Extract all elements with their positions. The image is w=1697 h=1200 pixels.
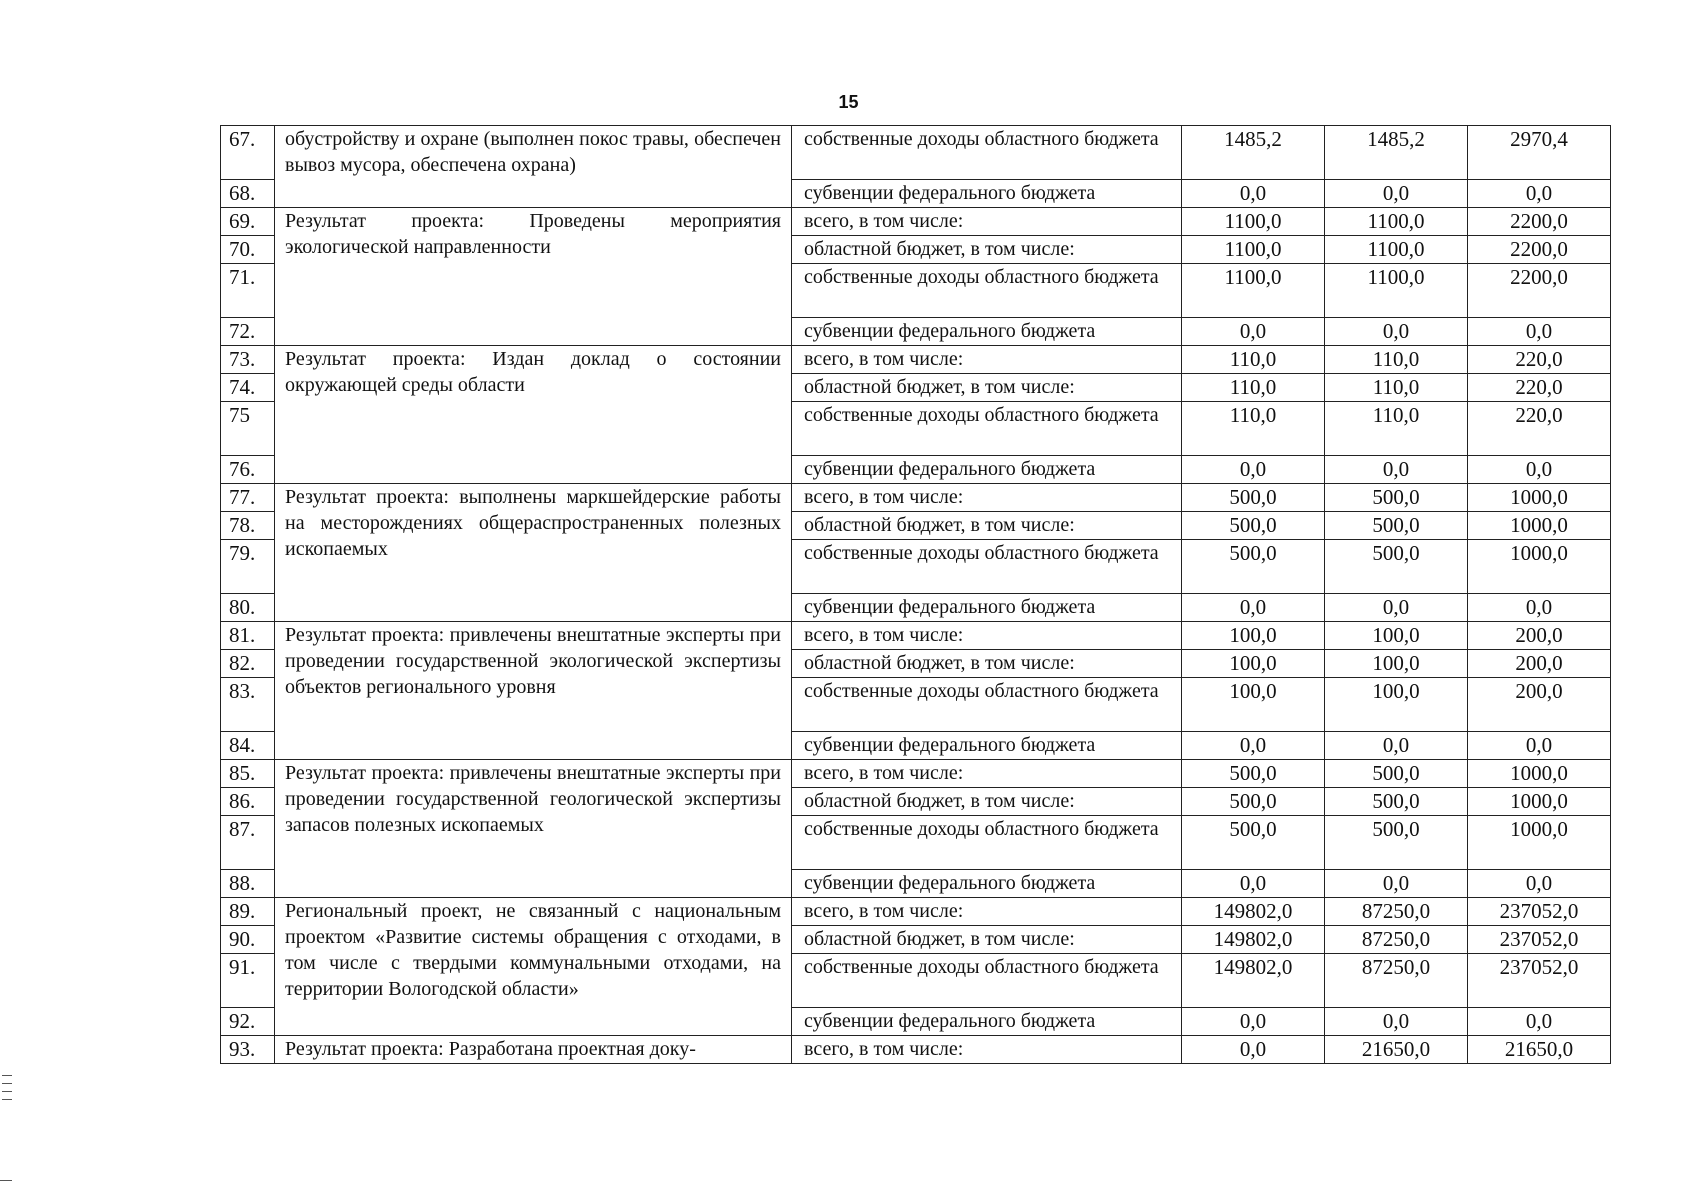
funding-source: собственные доходы областного бюджета bbox=[792, 540, 1182, 594]
margin-marks bbox=[2, 1075, 12, 1107]
funding-source: субвенции федерального бюджета bbox=[792, 870, 1182, 898]
row-number: 67. bbox=[221, 126, 275, 180]
budget-table bbox=[220, 125, 1611, 1064]
amount-year-2: 21650,0 bbox=[1325, 1036, 1468, 1064]
amount-year-1: 500,0 bbox=[1182, 540, 1325, 594]
amount-year-1: 500,0 bbox=[1182, 816, 1325, 870]
amount-year-3: 1000,0 bbox=[1468, 760, 1611, 788]
amount-year-3: 220,0 bbox=[1468, 374, 1611, 402]
row-number: 84. bbox=[221, 732, 275, 760]
amount-year-1: 110,0 bbox=[1182, 402, 1325, 456]
amount-year-1: 1100,0 bbox=[1182, 236, 1325, 264]
amount-year-2: 87250,0 bbox=[1325, 954, 1468, 1008]
row-number: 72. bbox=[221, 318, 275, 346]
row-number: 93. bbox=[221, 1036, 275, 1064]
row-number: 71. bbox=[221, 264, 275, 318]
amount-year-3: 21650,0 bbox=[1468, 1036, 1611, 1064]
funding-source: субвенции федерального бюджета bbox=[792, 594, 1182, 622]
margin-dash bbox=[0, 1180, 12, 1181]
funding-source: субвенции федерального бюджета bbox=[792, 318, 1182, 346]
amount-year-2: 0,0 bbox=[1325, 1008, 1468, 1036]
row-number: 78. bbox=[221, 512, 275, 540]
table-row bbox=[221, 898, 1611, 926]
amount-year-3: 2200,0 bbox=[1468, 264, 1611, 318]
row-number: 83. bbox=[221, 678, 275, 732]
amount-year-2: 500,0 bbox=[1325, 760, 1468, 788]
amount-year-3: 0,0 bbox=[1468, 594, 1611, 622]
amount-year-3: 1000,0 bbox=[1468, 540, 1611, 594]
amount-year-1: 500,0 bbox=[1182, 788, 1325, 816]
funding-source: областной бюджет, в том числе: bbox=[792, 512, 1182, 540]
amount-year-3: 2970,4 bbox=[1468, 126, 1611, 180]
amount-year-1: 0,0 bbox=[1182, 594, 1325, 622]
amount-year-3: 220,0 bbox=[1468, 346, 1611, 374]
row-number: 80. bbox=[221, 594, 275, 622]
amount-year-2: 0,0 bbox=[1325, 456, 1468, 484]
amount-year-1: 0,0 bbox=[1182, 1036, 1325, 1064]
amount-year-2: 0,0 bbox=[1325, 180, 1468, 208]
funding-source: областной бюджет, в том числе: bbox=[792, 926, 1182, 954]
table-row bbox=[221, 346, 1611, 374]
amount-year-1: 500,0 bbox=[1182, 512, 1325, 540]
amount-year-3: 1000,0 bbox=[1468, 484, 1611, 512]
amount-year-1: 1100,0 bbox=[1182, 264, 1325, 318]
row-number: 91. bbox=[221, 954, 275, 1008]
row-number: 76. bbox=[221, 456, 275, 484]
amount-year-2: 87250,0 bbox=[1325, 926, 1468, 954]
table-row bbox=[221, 208, 1611, 236]
amount-year-3: 2200,0 bbox=[1468, 208, 1611, 236]
row-number: 82. bbox=[221, 650, 275, 678]
amount-year-2: 1100,0 bbox=[1325, 208, 1468, 236]
funding-source: всего, в том числе: bbox=[792, 346, 1182, 374]
amount-year-2: 100,0 bbox=[1325, 678, 1468, 732]
amount-year-1: 0,0 bbox=[1182, 1008, 1325, 1036]
row-number: 92. bbox=[221, 1008, 275, 1036]
amount-year-3: 237052,0 bbox=[1468, 926, 1611, 954]
funding-source: областной бюджет, в том числе: bbox=[792, 788, 1182, 816]
funding-source: всего, в том числе: bbox=[792, 760, 1182, 788]
amount-year-1: 100,0 bbox=[1182, 678, 1325, 732]
amount-year-3: 0,0 bbox=[1468, 456, 1611, 484]
row-number: 85. bbox=[221, 760, 275, 788]
amount-year-3: 0,0 bbox=[1468, 732, 1611, 760]
amount-year-2: 100,0 bbox=[1325, 622, 1468, 650]
funding-source: всего, в том числе: bbox=[792, 208, 1182, 236]
funding-source: областной бюджет, в том числе: bbox=[792, 236, 1182, 264]
amount-year-3: 200,0 bbox=[1468, 678, 1611, 732]
project-description: Результат проекта: привлечены внештатные эксперты при проведении государственной геологической экспертизы запасов полезных ископаемых bbox=[275, 760, 792, 898]
amount-year-1: 0,0 bbox=[1182, 732, 1325, 760]
row-number: 87. bbox=[221, 816, 275, 870]
amount-year-3: 2200,0 bbox=[1468, 236, 1611, 264]
amount-year-3: 0,0 bbox=[1468, 318, 1611, 346]
amount-year-2: 0,0 bbox=[1325, 732, 1468, 760]
row-number: 79. bbox=[221, 540, 275, 594]
project-description: Результат проекта: Разработана проектная доку- bbox=[275, 1036, 792, 1064]
project-description: Региональный проект, не связанный с национальным проектом «Развитие системы обращения с отходами, в том числе с твердыми коммунальными отходами, на территории Вологодской области» bbox=[275, 898, 792, 1036]
funding-source: всего, в том числе: bbox=[792, 898, 1182, 926]
funding-source: областной бюджет, в том числе: bbox=[792, 374, 1182, 402]
amount-year-2: 87250,0 bbox=[1325, 898, 1468, 926]
funding-source: субвенции федерального бюджета bbox=[792, 456, 1182, 484]
table-row bbox=[221, 484, 1611, 512]
amount-year-1: 100,0 bbox=[1182, 622, 1325, 650]
amount-year-3: 1000,0 bbox=[1468, 512, 1611, 540]
amount-year-1: 1485,2 bbox=[1182, 126, 1325, 180]
amount-year-2: 0,0 bbox=[1325, 318, 1468, 346]
funding-source: собственные доходы областного бюджета bbox=[792, 678, 1182, 732]
amount-year-3: 1000,0 bbox=[1468, 788, 1611, 816]
amount-year-2: 500,0 bbox=[1325, 816, 1468, 870]
row-number: 90. bbox=[221, 926, 275, 954]
amount-year-1: 0,0 bbox=[1182, 870, 1325, 898]
amount-year-1: 149802,0 bbox=[1182, 926, 1325, 954]
project-description: обустройству и охране (выполнен покос травы, обеспечен вывоз мусора, обеспечена охрана) bbox=[275, 126, 792, 208]
amount-year-1: 100,0 bbox=[1182, 650, 1325, 678]
amount-year-2: 1100,0 bbox=[1325, 236, 1468, 264]
amount-year-2: 500,0 bbox=[1325, 484, 1468, 512]
amount-year-3: 0,0 bbox=[1468, 180, 1611, 208]
funding-source: всего, в том числе: bbox=[792, 1036, 1182, 1064]
row-number: 68. bbox=[221, 180, 275, 208]
row-number: 81. bbox=[221, 622, 275, 650]
project-description: Результат проекта: выполнены маркшейдерские работы на месторождениях общераспространенных полезных ископаемых bbox=[275, 484, 792, 622]
table-row bbox=[221, 1036, 1611, 1064]
table-row bbox=[221, 126, 1611, 180]
amount-year-1: 0,0 bbox=[1182, 456, 1325, 484]
funding-source: собственные доходы областного бюджета bbox=[792, 402, 1182, 456]
amount-year-2: 100,0 bbox=[1325, 650, 1468, 678]
amount-year-3: 200,0 bbox=[1468, 650, 1611, 678]
amount-year-3: 237052,0 bbox=[1468, 898, 1611, 926]
row-number: 89. bbox=[221, 898, 275, 926]
project-description: Результат проекта: Проведены мероприятия экологической направленности bbox=[275, 208, 792, 346]
amount-year-1: 0,0 bbox=[1182, 180, 1325, 208]
amount-year-1: 1100,0 bbox=[1182, 208, 1325, 236]
amount-year-1: 110,0 bbox=[1182, 346, 1325, 374]
amount-year-2: 1485,2 bbox=[1325, 126, 1468, 180]
amount-year-2: 110,0 bbox=[1325, 346, 1468, 374]
row-number: 73. bbox=[221, 346, 275, 374]
amount-year-1: 149802,0 bbox=[1182, 898, 1325, 926]
amount-year-3: 0,0 bbox=[1468, 870, 1611, 898]
amount-year-1: 500,0 bbox=[1182, 760, 1325, 788]
row-number: 74. bbox=[221, 374, 275, 402]
funding-source: субвенции федерального бюджета bbox=[792, 180, 1182, 208]
row-number: 70. bbox=[221, 236, 275, 264]
page-number: 15 bbox=[838, 92, 859, 112]
row-number: 75 bbox=[221, 402, 275, 456]
funding-source: собственные доходы областного бюджета bbox=[792, 264, 1182, 318]
funding-source: областной бюджет, в том числе: bbox=[792, 650, 1182, 678]
amount-year-2: 110,0 bbox=[1325, 402, 1468, 456]
funding-source: собственные доходы областного бюджета bbox=[792, 954, 1182, 1008]
amount-year-3: 0,0 bbox=[1468, 1008, 1611, 1036]
amount-year-2: 1100,0 bbox=[1325, 264, 1468, 318]
amount-year-3: 220,0 bbox=[1468, 402, 1611, 456]
amount-year-3: 200,0 bbox=[1468, 622, 1611, 650]
row-number: 86. bbox=[221, 788, 275, 816]
amount-year-1: 500,0 bbox=[1182, 484, 1325, 512]
funding-source: собственные доходы областного бюджета bbox=[792, 816, 1182, 870]
table-row bbox=[221, 760, 1611, 788]
funding-source: всего, в том числе: bbox=[792, 484, 1182, 512]
row-number: 88. bbox=[221, 870, 275, 898]
amount-year-2: 0,0 bbox=[1325, 870, 1468, 898]
amount-year-2: 500,0 bbox=[1325, 540, 1468, 594]
amount-year-2: 500,0 bbox=[1325, 512, 1468, 540]
amount-year-1: 110,0 bbox=[1182, 374, 1325, 402]
table-row bbox=[221, 622, 1611, 650]
amount-year-2: 110,0 bbox=[1325, 374, 1468, 402]
project-description: Результат проекта: Издан доклад о состоянии окружающей среды области bbox=[275, 346, 792, 484]
row-number: 77. bbox=[221, 484, 275, 512]
amount-year-3: 1000,0 bbox=[1468, 816, 1611, 870]
row-number: 69. bbox=[221, 208, 275, 236]
funding-source: всего, в том числе: bbox=[792, 622, 1182, 650]
amount-year-2: 0,0 bbox=[1325, 594, 1468, 622]
funding-source: субвенции федерального бюджета bbox=[792, 732, 1182, 760]
amount-year-1: 149802,0 bbox=[1182, 954, 1325, 1008]
amount-year-1: 0,0 bbox=[1182, 318, 1325, 346]
project-description: Результат проекта: привлечены внештатные эксперты при проведении государственной экологической экспертизы объектов регионального уровня bbox=[275, 622, 792, 760]
funding-source: субвенции федерального бюджета bbox=[792, 1008, 1182, 1036]
amount-year-2: 500,0 bbox=[1325, 788, 1468, 816]
amount-year-3: 237052,0 bbox=[1468, 954, 1611, 1008]
funding-source: собственные доходы областного бюджета bbox=[792, 126, 1182, 180]
